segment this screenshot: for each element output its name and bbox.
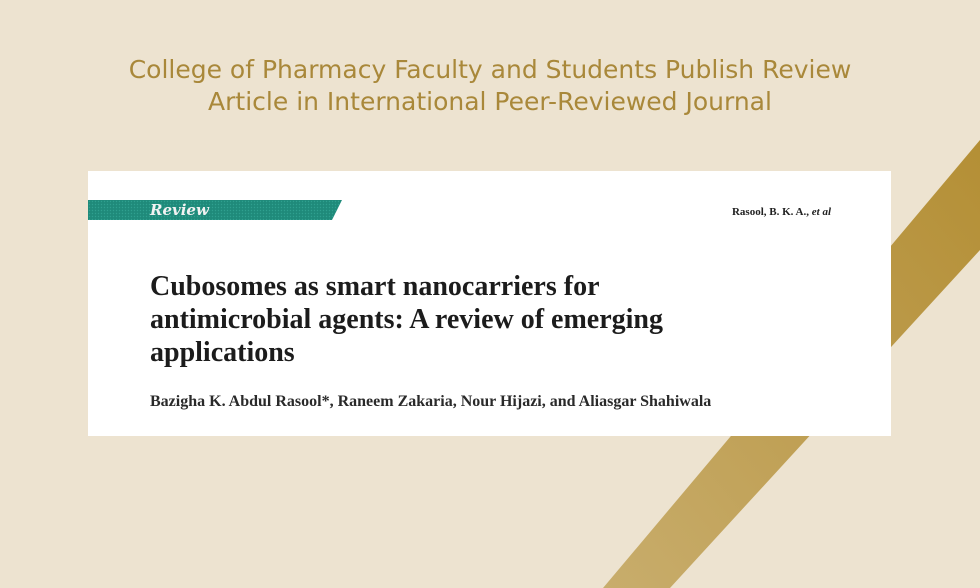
review-section-label: Review bbox=[150, 201, 209, 219]
paper-title-line-2: antimicrobial agents: A review of emerging bbox=[150, 304, 663, 335]
paper-title bbox=[150, 270, 850, 369]
headline-line-2: Article in International Peer-Reviewed Journal bbox=[208, 87, 772, 116]
paper-authors: Bazigha K. Abdul Rasool*, Raneem Zakaria, Nour Hijazi, and Aliasgar Shahiwala bbox=[150, 393, 712, 410]
paper-title-line-1: Cubosomes as smart nanocarriers for bbox=[150, 271, 600, 302]
page-headline bbox=[60, 54, 920, 118]
review-section-ribbon bbox=[88, 200, 342, 220]
ribbon-shape-icon bbox=[88, 200, 342, 220]
article-preview-card bbox=[88, 171, 891, 436]
paper-title-line-3: applications bbox=[150, 337, 295, 368]
running-head bbox=[732, 206, 831, 218]
running-head-etal: et al bbox=[811, 206, 831, 218]
running-head-authors: Rasool, B. K. A., bbox=[731, 206, 809, 218]
headline-line-1: College of Pharmacy Faculty and Students Publish Review bbox=[128, 55, 852, 84]
